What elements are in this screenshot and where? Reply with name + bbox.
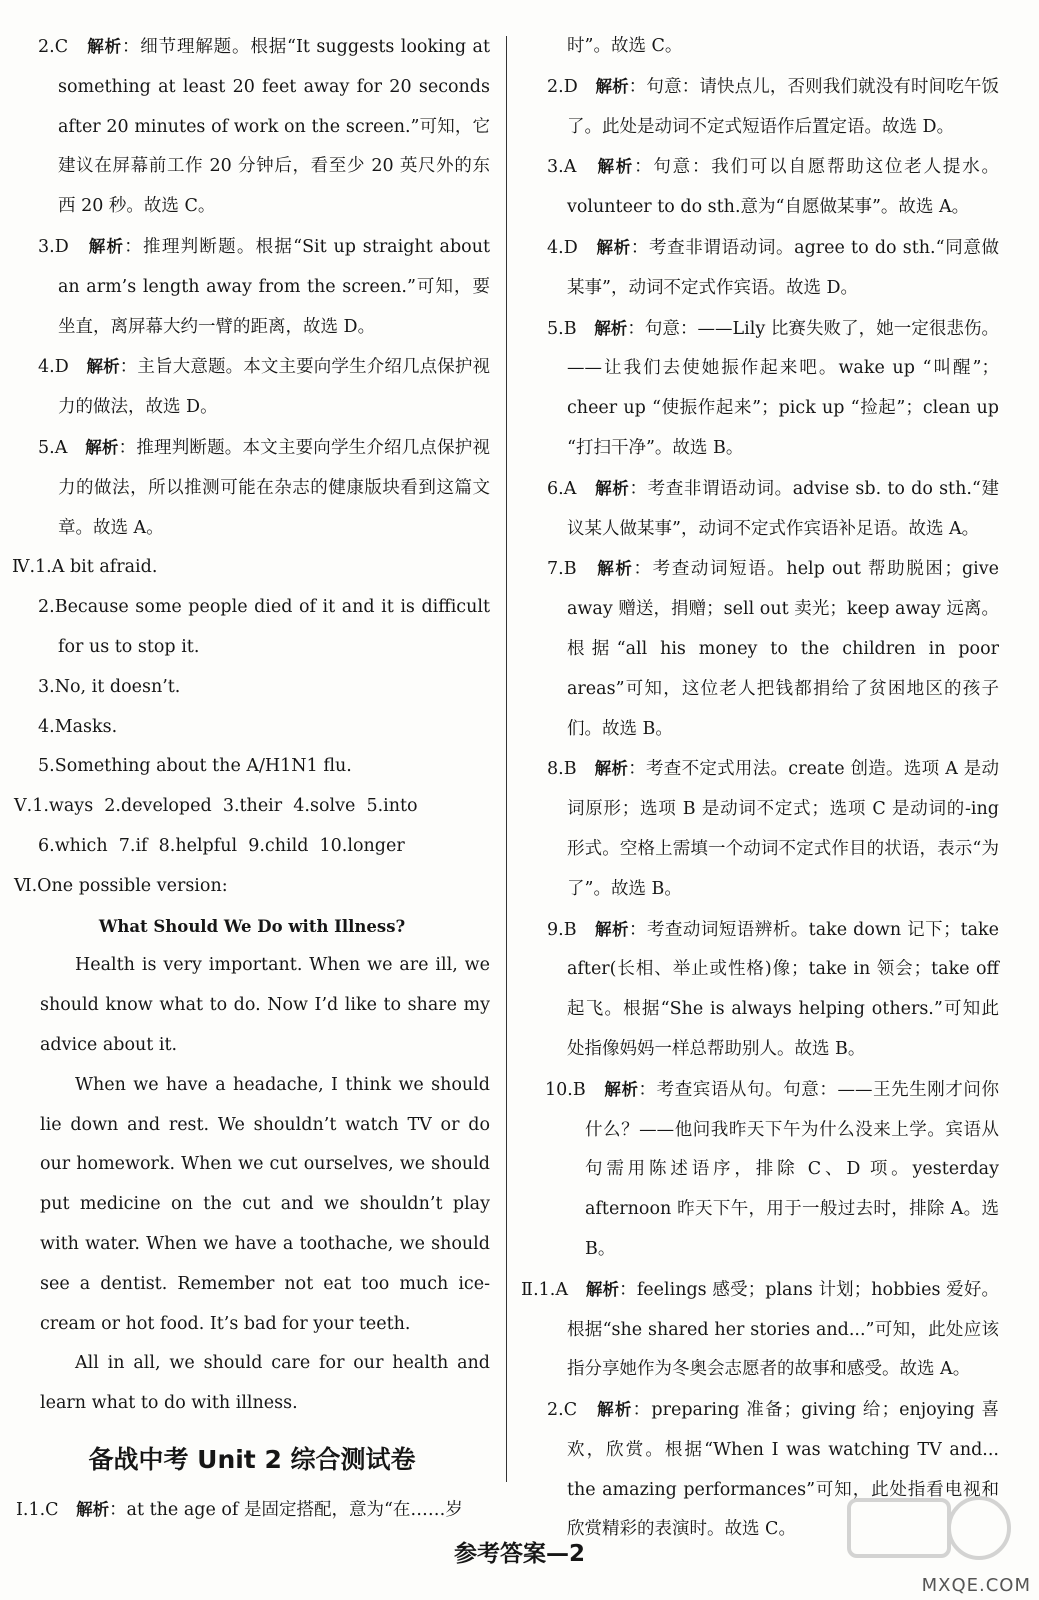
answer-item: 3.A 解析：句意：我们可以自愿帮助这位老人提水。volunteer to do sth.意为“自愿做某事”。故选 A。 — [547, 157, 1000, 218]
answer-item: 5.B 解析：句意：——Lily 比赛失败了，她一定很悲伤。——让我们去使她振作起来吧。wake up “叫醒”；cheer up “使振作起来”；pick up “捡起”；clean up “打扫干净”。故选 B。 — [547, 318, 1000, 458]
answer-item: 2.C 解析：细节理解题。根据“It suggests looking at something at least 20 feet away for 20 seconds after 20 minutes of work on the screen.”可知，它建议在屏幕前工作 20 分钟后，看至少 20 英尺外的东西 20 秒。故选 C。 — [38, 37, 490, 217]
answer-item: 7.B 解析：考查动词短语。help out 帮助脱困；give away 赠送，捐赠；sell out 卖光；keep away 远离。根据“all his money to the children in poor areas”可知，这位老人把钱都捐给了贫困地区的孩子们。故选 B。 — [547, 559, 1000, 739]
page-footer: 参考答案—2 — [453, 1541, 585, 1567]
answer-item: 8.B 解析：考查不定式用法。create 创造。选项 A 是动词原形；选项 B 是动词不定式；选项 C 是动词的-ing 形式。空格上需填一个动词不定式作目的状语，表示“为了”。故选 B。 — [547, 759, 1000, 899]
watermark-text: MXQE.COM — [921, 1575, 1031, 1596]
answer-item: 3.D 解析：推理判断题。根据“Sit up straight about an arm’s length away from the screen.”可知，要坐直，离屏幕大约一臂的距离，故选 D。 — [38, 236, 491, 337]
answer-item: 4.D 解析：主旨大意题。本文主要向学生介绍几点保护视力的做法，故选 D。 — [38, 357, 491, 418]
section5-line: Ⅴ.1.ways 2.developed 3.their 4.solve 5.into — [14, 796, 418, 817]
column-divider — [506, 36, 507, 1482]
answer-item: 2.Because some people died of it and it is difficult for us to stop it. — [38, 597, 490, 657]
right-column — [523, 27, 999, 1550]
answer-item: 5.Something about the A/H1N1 flu. — [38, 756, 352, 777]
left-column — [14, 27, 490, 1531]
section5-line: 6.which 7.if 8.helpful 9.child 10.longer — [38, 835, 405, 856]
answer-item: 2.D 解析：句意：请快点儿，否则我们就没有时间吃午饭了。此处是动词不定式短语作后置定语。故选 D。 — [547, 76, 1000, 137]
answer-item: 6.A 解析：考查非谓语动词。advise sb. to do sth.“建议某人做某事”，动词不定式作宾语补足语。故选 A。 — [547, 478, 1000, 539]
essay-paragraph: When we have a headache, I think we should lie down and rest. We shouldn’t watch TV or do our homework. When we cut ourselves, we should put medicine on the cut and we shouldn’t play with water. When we have a toothache, we should see a dentist. Remember not eat too much ice-cream or hot food. It’s bad for your teeth. — [40, 1074, 490, 1334]
section6-label: Ⅵ.One possible version: — [14, 875, 228, 896]
answer-item: 4.D 解析：考查非谓语动词。agree to do sth.“同意做某事”，动词不定式作宾语。故选 D。 — [547, 237, 1000, 298]
answer-item: 5.A 解析：推理判断题。本文主要向学生介绍几点保护视力的做法，所以推测可能在杂志的健康版块看到这篇文章。故选 A。 — [38, 437, 491, 538]
answer-item: Ⅰ.1.C 解析：at the age of 是固定搭配，意为“在……岁 — [16, 1499, 463, 1520]
answer-item: 2.C 解析：preparing 准备；giving 给；enjoying 喜欢，欣赏。根据“When I was watching TV and... the amazing performances”可知，此处指看电视和欣赏精彩的表演时。故选 C。 — [547, 1400, 999, 1540]
unit-title: 备战中考 Unit 2 综合测试卷 — [88, 1444, 416, 1474]
answer-item: 3.No, it doesn’t. — [38, 676, 181, 697]
answer-item: 10.B 解析：考查宾语从句。句意：——王先生刚才问你什么？——他问我昨天下午为什么没来上学。宾语从句需用陈述语序，排除 C、D 项。yesterday afternoon 昨天下午，用于一般过去时，排除 A。选 B。 — [545, 1079, 1000, 1259]
answer-item: 9.B 解析：考查动词短语辨析。take down 记下；take after(长相、举止或性格)像；take in 领会；take off 起飞。根据“She is always helping others.”可知此处指像妈妈一样总帮助别人。故选 B。 — [547, 919, 1000, 1059]
answer-item: Ⅳ.1.A bit afraid. — [12, 557, 158, 578]
answer-item: 4.Masks. — [38, 716, 118, 737]
essay-title: What Should We Do with Illness? — [98, 916, 406, 936]
continued-text: 时”。故选 C。 — [567, 36, 683, 56]
answer-item: Ⅱ.1.A 解析：feelings 感受；plans 计划；hobbies 爱好。根据“she shared her stories and...”可知，此处应该指分享她作为冬奥会志愿者的故事和感受。故选 A。 — [521, 1279, 1000, 1380]
essay-paragraph: Health is very important. When we are ill, we should know what to do. Now I’d like to share my advice about it. — [40, 955, 490, 1055]
essay-paragraph: All in all, we should care for our health and learn what to do with illness. — [40, 1353, 490, 1414]
